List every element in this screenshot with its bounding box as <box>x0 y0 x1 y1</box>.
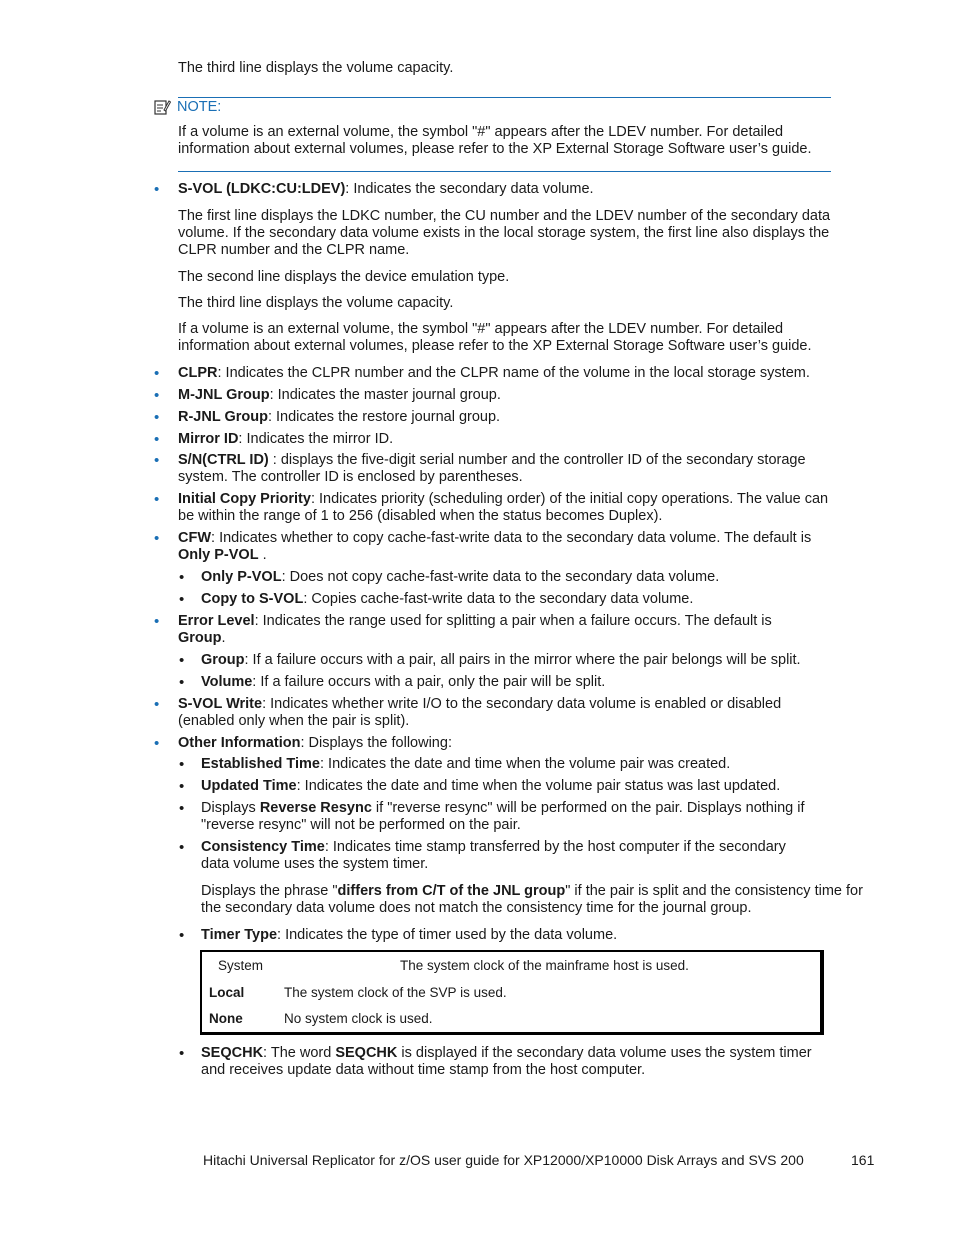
tt-term: Timer Type <box>201 927 278 943</box>
rjnl-term: R-JNL Group <box>178 409 268 425</box>
copysvol-term: Copy to S-VOL <box>201 591 304 607</box>
ct-desc: : Indicates time stamp transferred by the host computer if the secondary data volume uses the system timer. <box>201 839 786 872</box>
cfw-default: Only P-VOL <box>178 547 259 563</box>
seqchk-desc1: : The word <box>263 1045 336 1061</box>
timer-desc-none: No system clock is used. <box>284 1011 433 1026</box>
sub-bullet-marker: • <box>179 652 185 669</box>
icp-item <box>178 491 838 525</box>
mirror-item <box>178 431 868 448</box>
sub-bullet-marker: • <box>179 756 185 773</box>
err-desc: : Indicates the range used for splitting a pair when a failure occurs. The default is <box>254 613 772 629</box>
est-desc: : Indicates the date and time when the volume pair was created. <box>320 756 731 772</box>
note-pencil-icon <box>153 98 171 116</box>
seqchk-desc2: is displayed if the secondary data volume uses the system timer and receives update data without time stamp from the host computer. <box>201 1045 812 1078</box>
volume-desc: : If a failure occurs with a pair, only the pair will be split. <box>252 674 606 690</box>
bullet-marker: • <box>154 365 160 382</box>
est-item <box>201 756 866 773</box>
copysvol-desc: : Copies cache-fast-write data to the secondary data volume. <box>303 591 694 607</box>
onlypvol-term: Only P-VOL <box>201 569 282 585</box>
other-item <box>178 735 868 752</box>
upd-term: Updated Time <box>201 778 297 794</box>
mirror-desc: : Indicates the mirror ID. <box>238 431 394 447</box>
sub-bullet-marker: • <box>179 800 185 817</box>
clpr-item <box>178 365 868 382</box>
mjnl-item <box>178 387 868 404</box>
sn-desc: : displays the five-digit serial number and the controller ID of the secondary storage system. The controller ID is enclosed by parentheses. <box>178 452 806 485</box>
ct-p-term: differs from C/T of the JNL group <box>337 883 566 899</box>
bullet-marker: • <box>154 409 160 426</box>
page-number: 161 <box>851 1152 875 1168</box>
svol-p2: The second line displays the device emulation type. <box>178 269 510 285</box>
bullet-marker: • <box>154 696 160 713</box>
tt-desc: : Indicates the type of timer used by the data volume. <box>277 927 618 943</box>
bullet-marker: • <box>154 735 160 752</box>
mirror-term: Mirror ID <box>178 431 239 447</box>
rr-item <box>201 800 831 834</box>
note-bottom-rule <box>178 171 831 172</box>
err-default: Group <box>178 630 222 646</box>
svol-p4: If a volume is an external volume, the symbol "#" appears after the LDEV number. For detailed information about external volumes, please refer to the XP External Storage Software user’s guide. <box>178 321 812 354</box>
err-end: . <box>221 630 226 646</box>
timer-name-system: System <box>218 958 264 973</box>
ct-item <box>201 839 811 873</box>
svol-item <box>178 181 868 198</box>
group-desc: : If a failure occurs with a pair, all pairs in the mirror where the pair belongs will be split. <box>244 652 801 668</box>
sub-bullet-marker: • <box>179 927 185 944</box>
bullet-marker: • <box>154 613 160 630</box>
bullet-marker: • <box>154 181 160 198</box>
ct-paragraph <box>201 883 866 917</box>
sn-item <box>178 452 838 486</box>
svol-p3: The third line displays the volume capacity. <box>178 295 454 311</box>
bullet-marker: • <box>154 387 160 404</box>
svw-term: S-VOL Write <box>178 696 263 712</box>
rjnl-desc: : Indicates the restore journal group. <box>267 409 501 425</box>
seqchk-term2: SEQCHK <box>335 1045 398 1061</box>
seqchk-term: SEQCHK <box>201 1045 264 1061</box>
cfw-item <box>178 530 833 564</box>
upd-desc: : Indicates the date and time when the volume pair status was last updated. <box>296 778 781 794</box>
cfw-desc: : Indicates whether to copy cache-fast-write data to the secondary data volume. The default is <box>211 530 812 546</box>
ct-p-pre: Displays the phrase " <box>201 883 338 899</box>
svw-item <box>178 696 828 730</box>
timer-desc-system: The system clock of the mainframe host is used. <box>400 958 689 973</box>
rr-term: Reverse Resync <box>259 800 372 816</box>
sub-bullet-marker: • <box>179 839 185 856</box>
volume-term: Volume <box>201 674 253 690</box>
tt-item <box>201 927 866 944</box>
sub-bullet-marker: • <box>179 778 185 795</box>
rjnl-item <box>178 409 868 426</box>
cfw-end: . <box>258 547 267 563</box>
icp-desc: : Indicates priority (scheduling order) of the initial copy operations. The value can be within the range of 1 to 256 (disabled when the status becomes Duplex). <box>178 491 829 524</box>
rr-desc: if "reverse resync" will be performed on the pair. Displays nothing if "reverse resync" will not be performed on the pair. <box>201 800 805 833</box>
icp-term: Initial Copy Priority <box>178 491 311 507</box>
bullet-marker: • <box>154 530 160 547</box>
timer-name-local: Local <box>209 985 245 1000</box>
sub-bullet-marker: • <box>179 1045 185 1062</box>
upd-item <box>201 778 866 795</box>
timer-name-none: None <box>209 1011 243 1026</box>
footer-title: Hitachi Universal Replicator for z/OS user guide for XP12000/XP10000 Disk Arrays and SVS 200 <box>203 1152 804 1168</box>
note-text: If a volume is an external volume, the symbol "#" appears after the LDEV number. For detailed information about external volumes, please refer to the XP External Storage Software user’s guide. <box>178 124 812 157</box>
onlypvol-item <box>201 569 866 586</box>
bullet-marker: • <box>154 452 160 469</box>
timer-type-table <box>200 950 824 1035</box>
group-item <box>201 652 866 669</box>
sub-bullet-marker: • <box>179 569 185 586</box>
cfw-term: CFW <box>178 530 212 546</box>
note-top-rule <box>178 97 831 98</box>
svw-desc: : Indicates whether write I/O to the secondary data volume is enabled or disabled (enabled only when the pair is split). <box>178 696 782 729</box>
ct-term: Consistency Time <box>201 839 325 855</box>
sn-term: S/N(CTRL ID) <box>178 452 269 468</box>
group-term: Group <box>201 652 245 668</box>
sub-bullet-marker: • <box>179 674 185 691</box>
timer-desc-local: The system clock of the SVP is used. <box>284 985 507 1000</box>
bullet-marker: • <box>154 431 160 448</box>
ct-p-desc: " if the pair is split and the consistency time for the secondary data volume does not match the consistency time for the journal group. <box>201 883 863 916</box>
note-header <box>153 98 221 116</box>
mjnl-desc: : Indicates the master journal group. <box>269 387 501 403</box>
volume-item <box>201 674 866 691</box>
rr-pre: Displays <box>201 800 260 816</box>
onlypvol-desc: : Does not copy cache-fast-write data to the secondary data volume. <box>281 569 720 585</box>
err-item <box>178 613 803 647</box>
bullet-marker: • <box>154 491 160 508</box>
est-term: Established Time <box>201 756 320 772</box>
sub-bullet-marker: • <box>179 591 185 608</box>
err-term: Error Level <box>178 613 255 629</box>
mjnl-term: M-JNL Group <box>178 387 270 403</box>
svol-term: S-VOL (LDKC:CU:LDEV) <box>178 181 346 197</box>
intro-third-line: The third line displays the volume capacity. <box>178 60 454 76</box>
note-label: NOTE: <box>177 99 222 115</box>
other-term: Other Information <box>178 735 301 751</box>
other-desc: : Displays the following: <box>300 735 452 751</box>
seqchk-item <box>201 1045 831 1079</box>
copysvol-item <box>201 591 866 608</box>
clpr-desc: : Indicates the CLPR number and the CLPR name of the volume in the local storage system. <box>217 365 810 381</box>
clpr-term: CLPR <box>178 365 218 381</box>
svol-p1: The first line displays the LDKC number, the CU number and the LDEV number of the secondary data volume. If the secondary data volume exists in the local storage system, the first line also displays the CLPR number and the CLPR name. <box>178 208 831 258</box>
svol-desc: : Indicates the secondary data volume. <box>345 181 594 197</box>
